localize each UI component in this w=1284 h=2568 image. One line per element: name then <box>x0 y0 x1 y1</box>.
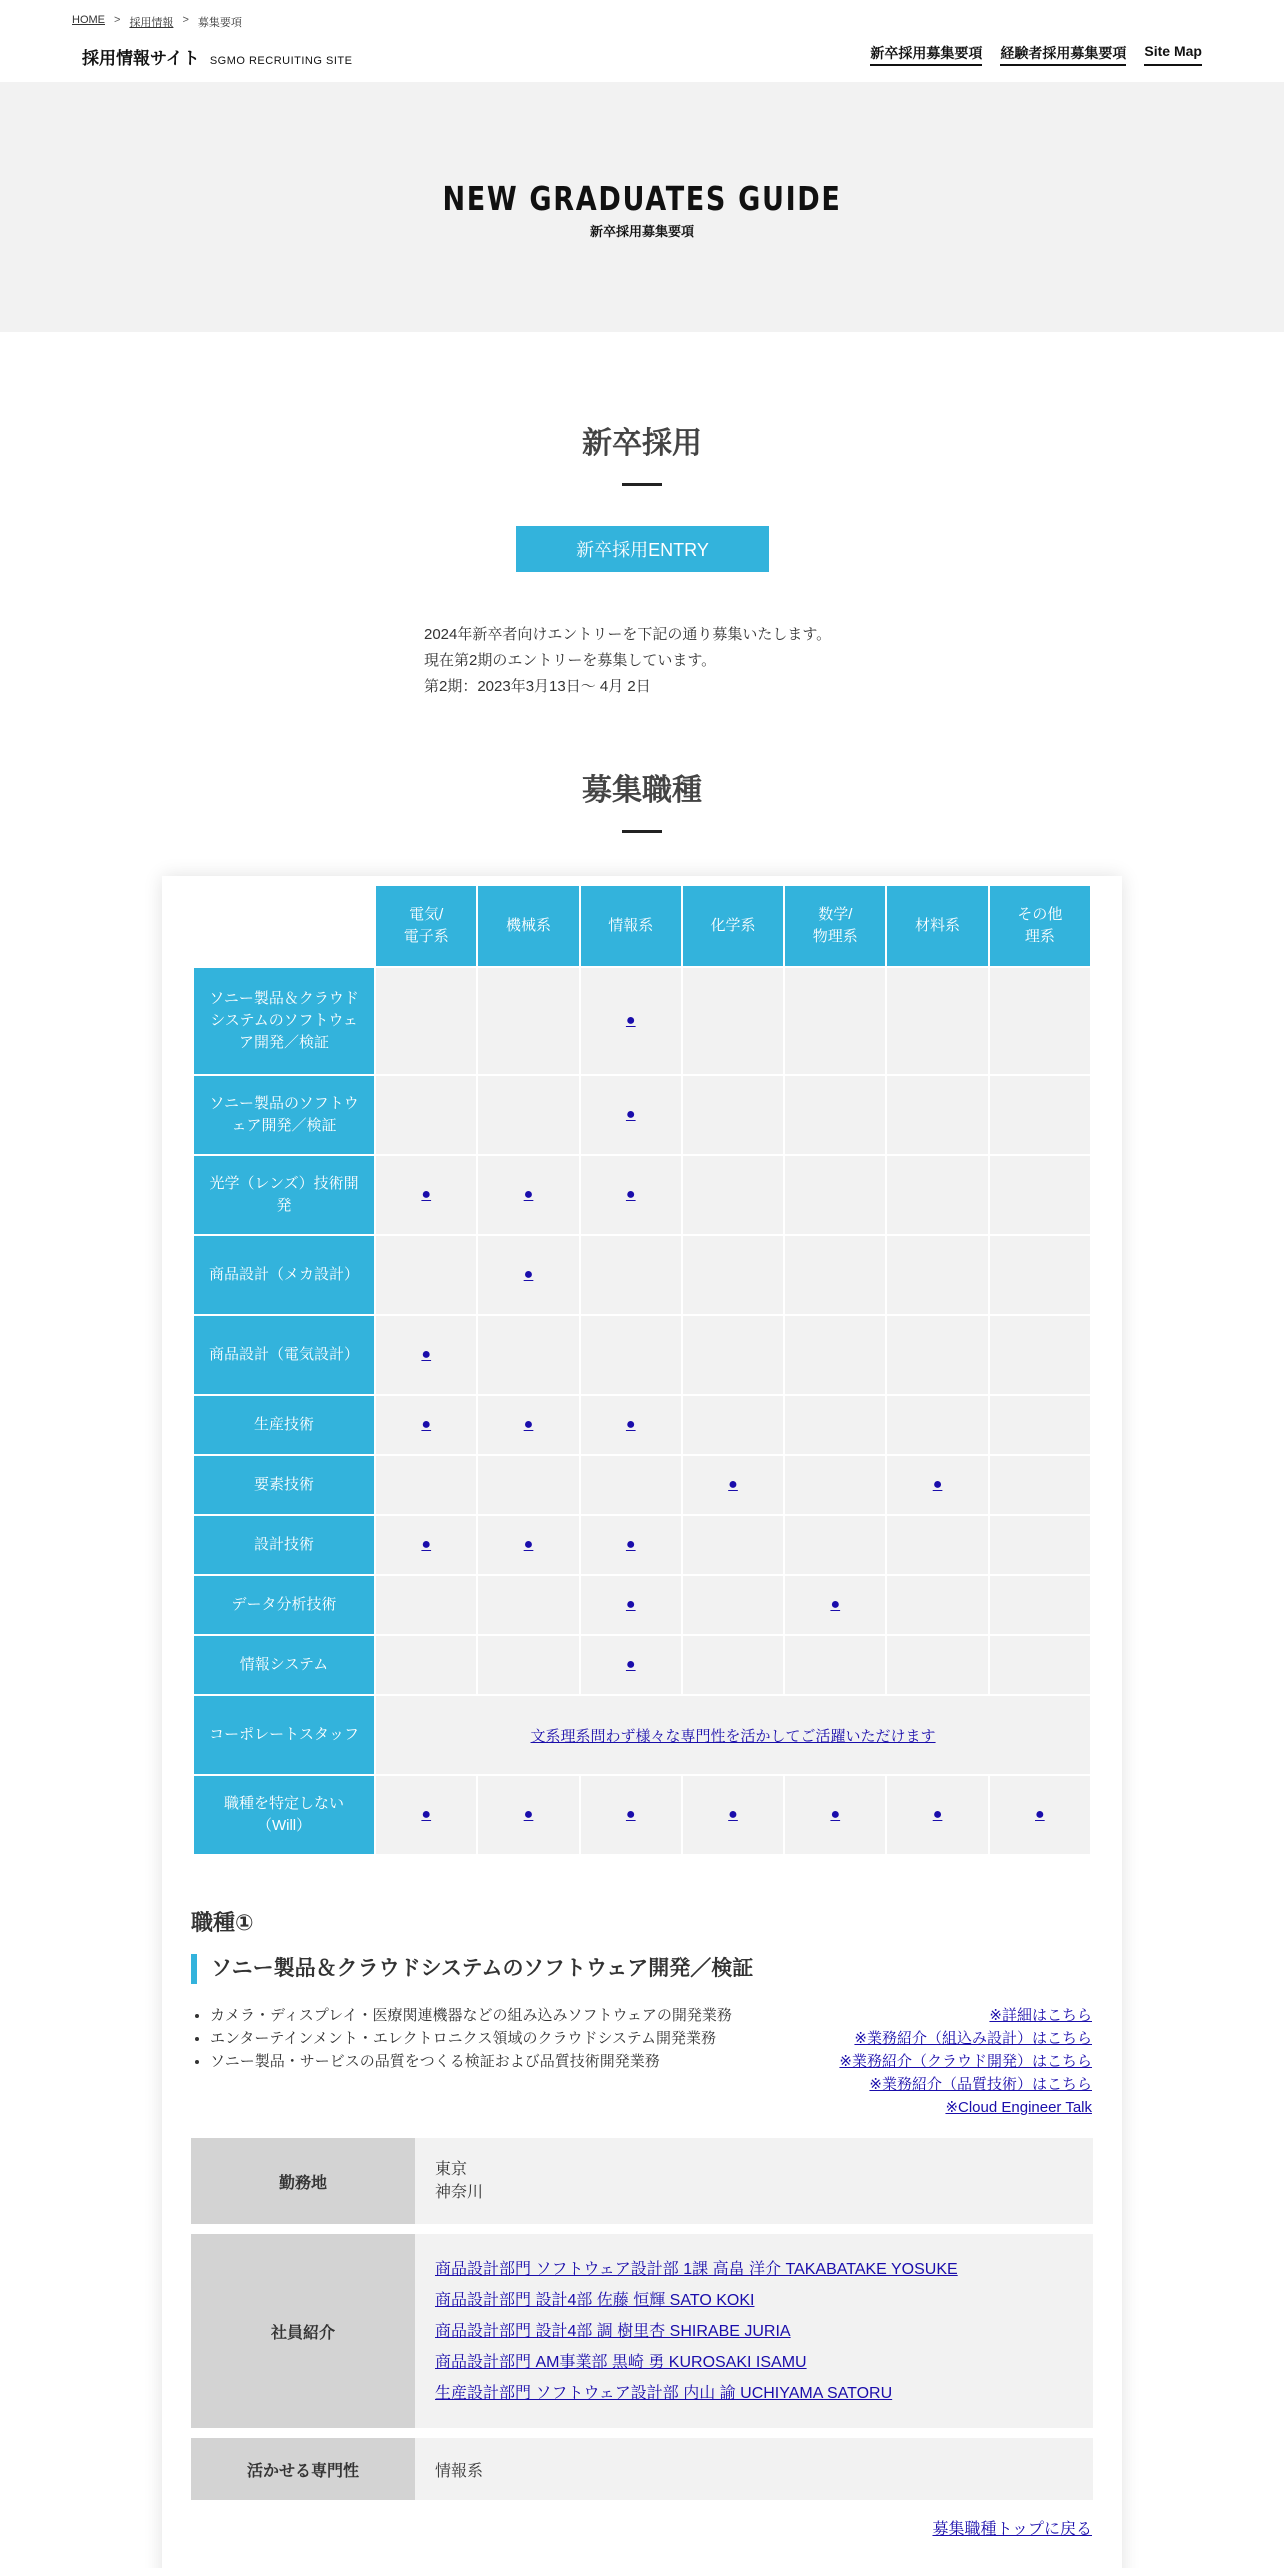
table-cell <box>376 1576 476 1634</box>
staff-value <box>415 2234 1093 2428</box>
applicable-mark-link[interactable]: ● <box>625 1186 636 1203</box>
embedded-design-link[interactable]: ※業務紹介（組込み設計）はこちら <box>854 2030 1092 2047</box>
table-cell <box>785 1636 885 1694</box>
table-cell <box>887 968 987 1074</box>
row-header: ソニー製品のソフトウェア開発／検証 <box>194 1076 374 1154</box>
table-cell <box>376 1516 476 1574</box>
table-cell <box>581 1236 681 1314</box>
column-header: 情報系 <box>581 886 681 966</box>
applicable-mark-link[interactable]: ● <box>523 1186 534 1203</box>
table-cell <box>683 1316 783 1394</box>
column-header: 電気/ 電子系 <box>376 886 476 966</box>
row-header: 商品設計（電気設計） <box>194 1316 374 1394</box>
table-cell <box>990 1156 1090 1234</box>
table-cell <box>990 1316 1090 1394</box>
hero-title: NEW GRADUATES GUIDE <box>442 179 842 218</box>
breadcrumb-current: 募集要項 <box>197 17 242 29</box>
table-cell <box>376 1776 476 1854</box>
table-cell <box>887 1776 987 1854</box>
table-cell <box>581 1456 681 1514</box>
table-cell <box>478 1776 578 1854</box>
table-cell <box>581 1576 681 1634</box>
table-row <box>194 1776 1090 1854</box>
quality-tech-link[interactable]: ※業務紹介（品質技術）はこちら <box>869 2076 1092 2093</box>
table-cell <box>990 1576 1090 1634</box>
table-cell <box>683 968 783 1074</box>
table-cell <box>376 1636 476 1694</box>
table-cell <box>478 1516 578 1574</box>
table-cell <box>478 1076 578 1154</box>
table-row <box>194 1456 1090 1514</box>
table-cell <box>887 1076 987 1154</box>
applicable-mark-link[interactable]: ● <box>421 1536 432 1553</box>
table-cell <box>887 1396 987 1454</box>
intro-line: 現在第2期のエントリーを募集しています。 <box>424 652 717 669</box>
job-number: 職種① <box>191 1910 254 1935</box>
applicable-mark-link[interactable]: ● <box>830 1806 841 1823</box>
table-row <box>194 1156 1090 1234</box>
table-cell <box>581 1636 681 1694</box>
staff-link[interactable]: 商品設計部門 ソフトウェア設計部 1課 高畠 洋介 TAKABATAKE YOSUKE <box>435 2260 958 2278</box>
table-cell <box>581 1316 681 1394</box>
hero-subtitle: 新卒採用募集要項 <box>589 224 694 239</box>
detail-link[interactable]: ※詳細はこちら <box>989 2007 1092 2024</box>
table-cell <box>683 1076 783 1154</box>
job-name: ソニー製品＆クラウドシステムのソフトウェア開発／検証 <box>191 1954 753 1984</box>
table-body <box>194 968 1090 1854</box>
applicable-mark-link[interactable]: ● <box>728 1476 738 1493</box>
duty-item: • カメラ・ディスプレイ・医療関連機器などの組み込みソフトウェアの開発業務 <box>210 2004 732 2027</box>
table-cell <box>785 1776 885 1854</box>
nav-new-grad-link[interactable]: 新卒採用募集要項 <box>870 43 982 66</box>
table-cell <box>785 1456 885 1514</box>
table-cell <box>376 1456 476 1514</box>
applicable-mark-link[interactable]: ● <box>1035 1806 1045 1823</box>
row-header: 情報システム <box>194 1636 374 1694</box>
applicable-mark-link[interactable]: ● <box>932 1476 943 1493</box>
section-title-new-grad: 新卒採用 <box>582 427 702 460</box>
table-cell <box>581 1156 681 1234</box>
table-cell <box>683 1516 783 1574</box>
jobs-table <box>192 884 1092 1856</box>
column-header: 化学系 <box>683 886 783 966</box>
site-header <box>82 44 352 69</box>
staff-link[interactable]: 商品設計部門 設計4部 調 樹里杏 SHIRABE JURIA <box>435 2322 791 2340</box>
applicable-mark-link[interactable]: ● <box>625 1416 636 1433</box>
table-cell <box>376 1696 1090 1774</box>
table-cell <box>376 1316 476 1394</box>
row-header: 職種を特定しない（Will） <box>194 1776 374 1854</box>
corporate-staff-link[interactable]: 文系理系問わず様々な専門性を活かしてご活躍いただけます <box>530 1727 936 1745</box>
table-cell <box>683 1456 783 1514</box>
table-cell <box>376 1236 476 1314</box>
table-cell <box>478 1236 578 1314</box>
skill-label: 活かせる専門性 <box>191 2438 415 2500</box>
table-cell <box>683 1636 783 1694</box>
table-cell <box>887 1156 987 1234</box>
breadcrumb-home-link[interactable]: HOME <box>72 14 105 26</box>
staff-link[interactable]: 商品設計部門 AM事業部 黒崎 勇 KUROSAKI ISAMU <box>435 2353 807 2371</box>
applicable-mark-link[interactable]: ● <box>728 1806 738 1823</box>
cloud-dev-link[interactable]: ※業務紹介（クラウド開発）はこちら <box>839 2053 1092 2070</box>
table-cell <box>887 1316 987 1394</box>
applicable-mark-link[interactable]: ● <box>932 1806 943 1823</box>
site-title[interactable]: 採用情報サイト <box>82 49 200 68</box>
table-row <box>194 1696 1090 1774</box>
staff-link[interactable]: 生産設計部門 ソフトウェア設計部 内山 諭 UCHIYAMA SATORU <box>435 2384 893 2402</box>
applicable-mark-link[interactable]: ● <box>421 1346 432 1363</box>
table-cell <box>785 968 885 1074</box>
table-cell <box>581 968 681 1074</box>
table-cell <box>785 1396 885 1454</box>
applicable-mark-link[interactable]: ● <box>523 1536 534 1553</box>
table-cell <box>581 1516 681 1574</box>
table-cell <box>683 1576 783 1634</box>
table-cell <box>478 1576 578 1634</box>
applicable-mark-link[interactable]: ● <box>523 1266 534 1283</box>
row-header: 光学（レンズ）技術開発 <box>194 1156 374 1234</box>
table-row <box>194 1076 1090 1154</box>
hero-banner <box>0 82 1284 332</box>
table-cell <box>990 968 1090 1074</box>
table-corner-cell <box>194 886 374 966</box>
applicable-mark-link[interactable]: ● <box>523 1806 534 1823</box>
table-row <box>194 968 1090 1074</box>
column-header: その他 理系 <box>990 886 1090 966</box>
location-label: 勤務地 <box>191 2138 415 2224</box>
location-item: 神奈川 <box>435 2184 484 2201</box>
table-cell <box>785 1576 885 1634</box>
row-header: ソニー製品＆クラウドシステムのソフトウェア開発／検証 <box>194 968 374 1074</box>
duty-item: • ソニー製品・サービスの品質をつくる検証および品質技術開発業務 <box>210 2050 732 2073</box>
table-cell <box>478 1156 578 1234</box>
row-header: データ分析技術 <box>194 1576 374 1634</box>
row-header: 生産技術 <box>194 1396 374 1454</box>
intro-line: 第2期：2023年3月13日～ 4月 2日 <box>424 678 651 695</box>
row-header: コーポレートスタッフ <box>194 1696 374 1774</box>
job-links <box>839 2004 1092 2119</box>
table-cell <box>376 968 476 1074</box>
column-header: 材料系 <box>887 886 987 966</box>
applicable-mark-link[interactable]: ● <box>625 1806 636 1823</box>
table-cell <box>376 1076 476 1154</box>
table-cell <box>887 1636 987 1694</box>
applicable-mark-link[interactable]: ● <box>421 1806 432 1823</box>
nav-career-link[interactable]: 経験者採用募集要項 <box>1000 43 1126 66</box>
applicable-mark-link[interactable]: ● <box>625 1656 636 1673</box>
staff-row <box>191 2234 1093 2428</box>
breadcrumb-separator: > <box>182 14 189 26</box>
staff-link[interactable]: 商品設計部門 設計4部 佐藤 恒輝 SATO KOKI <box>435 2291 755 2309</box>
intro-line: 2024年新卒者向けエントリーを下記の通り募集いたします。 <box>424 626 832 643</box>
table-cell <box>990 1456 1090 1514</box>
applicable-mark-link[interactable]: ● <box>625 1536 636 1553</box>
column-header: 数学/ 物理系 <box>785 886 885 966</box>
table-cell <box>785 1236 885 1314</box>
nav-sitemap-link[interactable]: Site Map <box>1144 43 1202 66</box>
table-cell <box>683 1156 783 1234</box>
back-to-jobs-link[interactable]: 募集職種トップに戻る <box>932 2521 1092 2538</box>
table-cell <box>478 1396 578 1454</box>
breadcrumb-separator: > <box>114 14 121 26</box>
table-cell <box>990 1396 1090 1454</box>
table-cell <box>376 1396 476 1454</box>
row-header: 要素技術 <box>194 1456 374 1514</box>
section-divider <box>622 483 662 486</box>
breadcrumb <box>72 14 242 30</box>
table-cell <box>785 1156 885 1234</box>
table-cell <box>785 1316 885 1394</box>
column-header: 機械系 <box>478 886 578 966</box>
row-header: 設計技術 <box>194 1516 374 1574</box>
table-cell <box>990 1236 1090 1314</box>
table-cell <box>990 1076 1090 1154</box>
applicable-mark-link[interactable]: ● <box>523 1416 534 1433</box>
section-divider <box>622 830 662 833</box>
cloud-engineer-talk-link[interactable]: ※Cloud Engineer Talk <box>945 2099 1092 2116</box>
table-cell <box>887 1576 987 1634</box>
location-item: 東京 <box>435 2161 468 2178</box>
table-cell <box>887 1516 987 1574</box>
section-title-jobs: 募集職種 <box>582 774 702 807</box>
table-row <box>194 1576 1090 1634</box>
table-cell <box>683 1236 783 1314</box>
applicable-mark-link[interactable]: ● <box>830 1596 841 1613</box>
table-cell <box>683 1396 783 1454</box>
location-value <box>415 2138 1093 2224</box>
job-duties-list <box>210 2004 732 2073</box>
applicable-mark-link[interactable]: ● <box>625 1012 636 1029</box>
table-cell <box>785 1076 885 1154</box>
top-nav <box>870 43 1202 66</box>
table-cell <box>990 1776 1090 1854</box>
applicable-mark-link[interactable]: ● <box>421 1186 432 1203</box>
row-header: 商品設計（メカ設計） <box>194 1236 374 1314</box>
skill-value: 情報系 <box>415 2438 1093 2500</box>
duty-item: • エンターテインメント・エレクトロニクス領域のクラウドシステム開発業務 <box>210 2027 732 2050</box>
skill-row <box>191 2438 1093 2500</box>
table-cell <box>683 1776 783 1854</box>
table-cell <box>581 1396 681 1454</box>
table-cell <box>581 1076 681 1154</box>
table-row <box>194 1636 1090 1694</box>
table-cell <box>478 1456 578 1514</box>
table-row <box>194 1316 1090 1394</box>
breadcrumb-recruit-link[interactable]: 採用情報 <box>129 17 174 29</box>
table-cell <box>478 968 578 1074</box>
table-header-row <box>194 886 1090 966</box>
table-cell <box>887 1236 987 1314</box>
applicable-mark-link[interactable]: ● <box>625 1106 636 1123</box>
intro-text <box>424 622 831 700</box>
site-subtitle: SGMO RECRUITING SITE <box>209 55 353 67</box>
table-cell <box>785 1516 885 1574</box>
table-row <box>194 1516 1090 1574</box>
table-cell <box>990 1516 1090 1574</box>
table-cell <box>376 1156 476 1234</box>
location-row <box>191 2138 1093 2224</box>
applicable-mark-link[interactable]: ● <box>625 1596 636 1613</box>
jobs-card <box>162 876 1122 2568</box>
table-row <box>194 1236 1090 1314</box>
entry-button[interactable]: 新卒採用ENTRY <box>516 526 769 572</box>
table-cell <box>478 1316 578 1394</box>
table-cell <box>581 1776 681 1854</box>
staff-label: 社員紹介 <box>191 2234 415 2428</box>
applicable-mark-link[interactable]: ● <box>421 1416 432 1433</box>
table-row <box>194 1396 1090 1454</box>
table-cell <box>887 1456 987 1514</box>
table-cell <box>990 1636 1090 1694</box>
table-cell <box>478 1636 578 1694</box>
